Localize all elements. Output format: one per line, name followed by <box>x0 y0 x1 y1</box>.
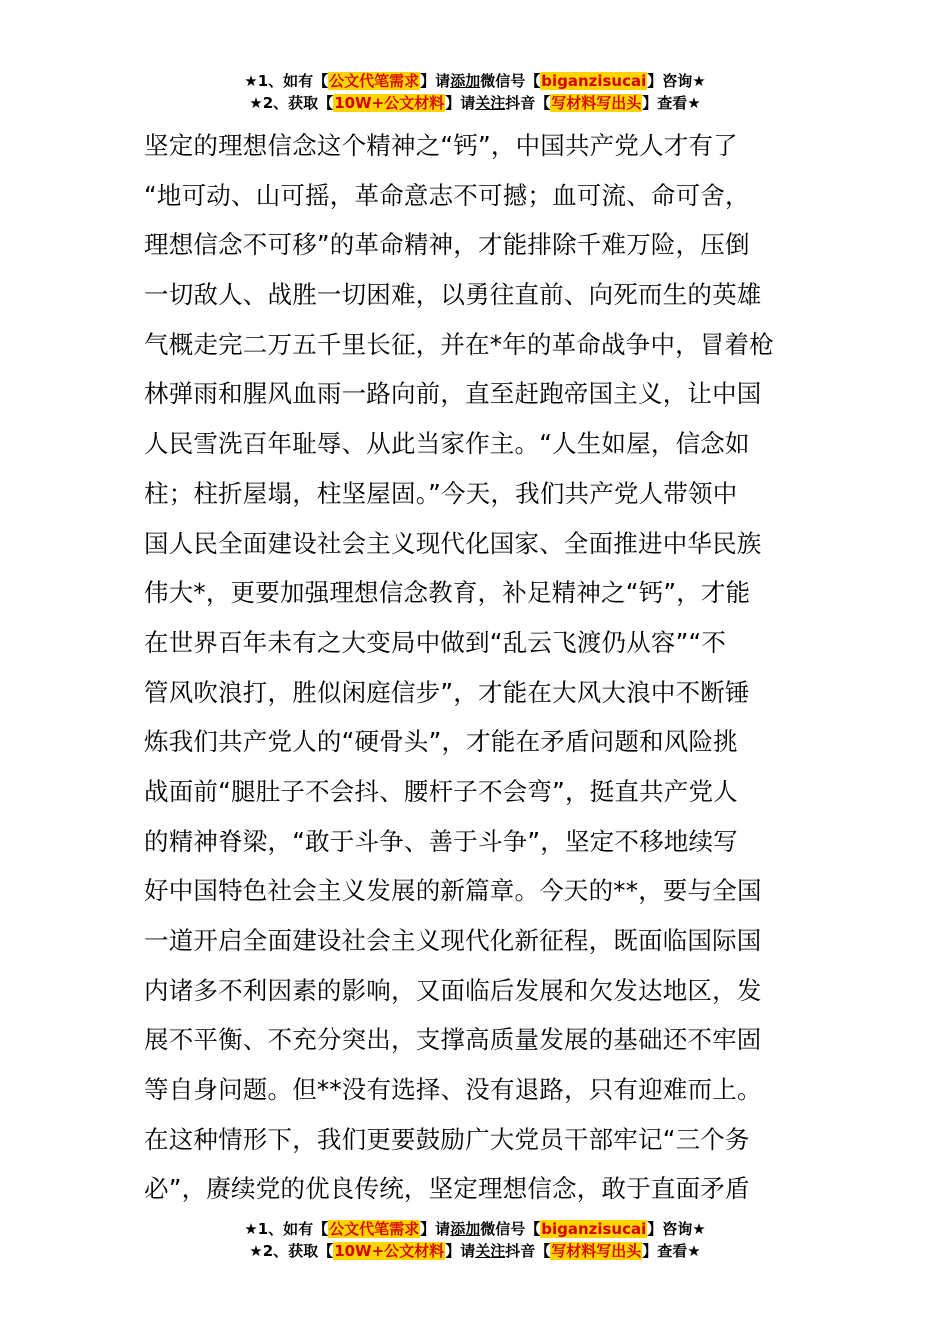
banner-text-underlined: 关注 <box>475 1242 506 1260</box>
text-line: 一切敌人、战胜一切困难，以勇往直前、向死而生的英雄 <box>144 280 762 310</box>
banner-text-underlined: 添加 <box>450 72 481 90</box>
header-banner <box>0 70 950 114</box>
highlight-douyin: 写材料写出头 <box>551 94 642 112</box>
banner-text-underlined: 关注 <box>475 94 506 112</box>
text-line: 等自身问题。但**没有选择、没有退路，只有迎难而上。 <box>144 1075 762 1105</box>
document-body <box>144 121 814 1214</box>
banner-text: ★1、如有【 <box>244 72 329 90</box>
banner-text: 】请 <box>445 94 476 112</box>
text-line: 气概走完二万五千里长征，并在*年的革命战争中，冒着枪 <box>144 329 774 359</box>
text-line: 好中国特色社会主义发展的新篇章。今天的**，要与全国 <box>144 876 762 906</box>
banner-line-1 <box>0 70 950 92</box>
footer-banner <box>0 1218 950 1262</box>
text-line: 坚定的理想信念这个精神之“钙”，中国共产党人才有了 <box>144 131 738 160</box>
text-line: 理想信念不可移”的革命精神，才能排除千难万险，压倒 <box>144 230 750 260</box>
text-line: 在世界百年未有之大变局中做到“乱云飞渡仍从容”“不 <box>144 627 727 657</box>
banner-text: ★1、如有【 <box>244 1220 329 1238</box>
banner-line-2 <box>0 1240 950 1262</box>
text-line: “地可动、山可摇，革命意志不可撼；血可流、命可舍， <box>144 180 750 210</box>
text-line: 在这种情形下，我们更要鼓励广大党员干部牢记“三个务 <box>144 1124 750 1154</box>
text-line: 人民雪洗百年耻辱、从此当家作主。“人生如屋，信念如 <box>144 429 750 459</box>
banner-line-1 <box>0 1218 950 1240</box>
highlight-materials: 10W+公文材料 <box>334 94 445 112</box>
banner-text: 】请 <box>445 1242 476 1260</box>
banner-text: 】咨询★ <box>647 72 706 90</box>
text-line: 柱；柱折屋塌，柱坚屋固。”今天，我们共产党人带领中 <box>144 478 738 508</box>
banner-text: 微信号【 <box>480 1220 541 1238</box>
text-line: 内诸多不利因素的影响，又面临后发展和欠发达地区，发 <box>144 975 762 1005</box>
text-line: 战面前“腿肚子不会抖、腰杆子不会弯”，挺直共产党人 <box>144 776 738 806</box>
banner-text: 抖音【 <box>505 1242 551 1260</box>
highlight-service: 公文代笔需求 <box>329 72 420 90</box>
highlight-wechat-id: biganzisucai <box>541 72 647 90</box>
text-line: 国人民全面建设社会主义现代化国家、全面推进中华民族 <box>144 528 762 558</box>
banner-text-underlined: 添加 <box>450 1220 481 1238</box>
text-line: 一道开启全面建设社会主义现代化新征程，既面临国际国 <box>144 926 762 955</box>
text-line: 的精神脊梁，“敢于斗争、善于斗争”，坚定不移地续写 <box>144 826 738 856</box>
banner-line-2 <box>0 92 950 114</box>
text-line: 伟大*，更要加强理想信念教育，补足精神之“钙”，才能 <box>144 578 751 608</box>
banner-text: 】咨询★ <box>647 1220 706 1238</box>
text-line: 展不平衡、不充分突出，支撑高质量发展的基础还不牢固 <box>144 1025 762 1055</box>
banner-text: 微信号【 <box>480 72 541 90</box>
banner-text: 抖音【 <box>505 94 551 112</box>
text-line: 必”，赓续党的优良传统，坚定理想信念，敢于直面矛盾 <box>144 1174 750 1204</box>
highlight-wechat-id: biganzisucai <box>541 1220 647 1238</box>
banner-text: ★2、获取【 <box>249 1242 334 1260</box>
highlight-service: 公文代笔需求 <box>329 1220 420 1238</box>
highlight-douyin: 写材料写出头 <box>551 1242 642 1260</box>
banner-text: 】查看★ <box>642 1242 701 1260</box>
banner-text: ★2、获取【 <box>249 94 334 112</box>
highlight-materials: 10W+公文材料 <box>334 1242 445 1260</box>
text-line: 炼我们共产党人的“硬骨头”，才能在矛盾问题和风险挑 <box>144 727 738 757</box>
banner-text: 】请 <box>420 1220 451 1238</box>
banner-text: 】查看★ <box>642 94 701 112</box>
text-line: 林弹雨和腥风血雨一路向前，直至赶跑帝国主义，让中国 <box>144 379 762 409</box>
banner-text: 】请 <box>420 72 451 90</box>
text-line: 管风吹浪打，胜似闲庭信步”，才能在大风大浪中不断锤 <box>144 677 750 707</box>
